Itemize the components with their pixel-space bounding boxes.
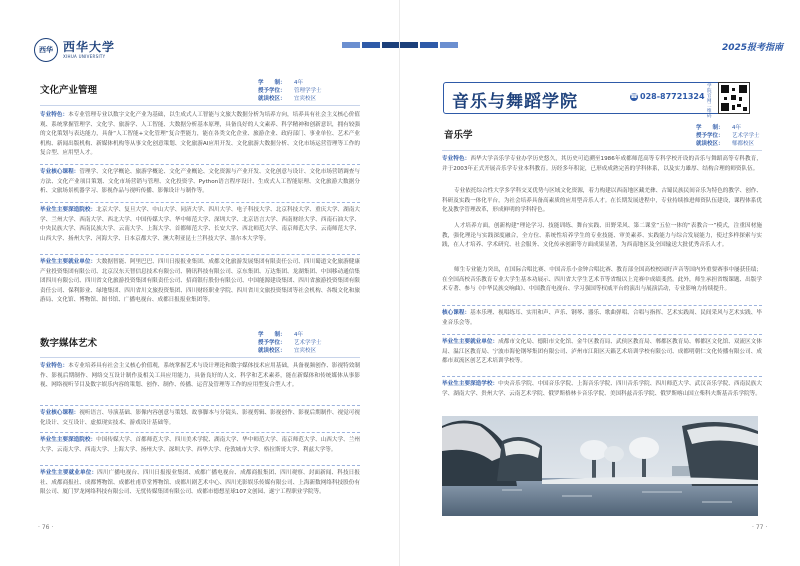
dashed-divider (442, 305, 762, 306)
dashed-divider (40, 164, 360, 165)
employers: 毕业生主要就业单位：四川广播电视台、四川日报报业集团、成都广播电视台、成都商报集团、四川观察、封面新闻、科技日报社、成都商报社、成都博物馆、成都杜甫草堂博物馆、成都川剧艺术中心、四川光影娱乐传媒有限公司、上海新数网络科技股份有限公司、厦门罗龙网络科技有限公司、无忧传媒集团有限公司、成都市德想星球107文创园、遂宁工程职业学院等。 (40, 470, 360, 496)
dashed-divider (442, 334, 762, 335)
college-title: 音乐与舞蹈学院 (452, 92, 578, 112)
college-banner (443, 82, 735, 114)
university-brand (34, 38, 115, 62)
divider (442, 150, 762, 151)
core-courses: 专业核心课程：管理学、文化学概论、旅游学概论、文化产业概论、文化资源与产业开发、文化创意与设计、文化市场营销调查与方法、文化产业项目策划、文化市场营销与管理、文化投资学、Python语言程序设计、生成式人工智能原理、文化旅游大数据分析、文旅场景机器学习、影视作品与视听传播、影像设计与制作等。 (40, 169, 360, 195)
major-meta-musicology: 学 制： 4年 授予学位： 艺术学学士 就读校区： 郫都校区 (696, 125, 760, 147)
university-seal-icon: 西华 (34, 38, 58, 62)
dashed-divider (40, 254, 360, 255)
major-description: 专业特色：本专业培养具有社会主义核心价值观，系统掌握艺术与设计理论和数字媒体技术应用基础，具备视频创作、影视特效制作、影视后期制作、网络交互设计制作及相关工具应用能力，具备良好的人文、科学和艺术素养，能在新媒体和传统媒体从事影视、网络视听节目及数字娱乐内容的策划、创作、制作、传播、运营及管理等工作的应用型复合型人才。 (40, 363, 360, 389)
guide-title: 2025报考指南 (722, 43, 784, 53)
major-detail: 师生专业能力突出，在国际合唱比赛、中国音乐小金钟合唱比赛、教育部全国高校校园好声音等国内外重要赛事中屡获佳绩；在全国高校音乐教育专业大学生基本功展示、四川省大学生艺术节等省级以上竞赛中成绩斐然。此外，师生承担省级课题、出版学术专著、参与《中华民族交响曲》、中国教育电视台、学习强国等权威平台的演出与展演活动，专业影响力持续提升。 (442, 267, 762, 293)
divider (40, 105, 360, 106)
phone-icon: ☎ (630, 92, 638, 100)
dashed-divider (40, 465, 360, 466)
major-title-digital-media-art: 数字媒体艺术 (40, 338, 98, 349)
major-title-musicology: 音乐学 (444, 130, 473, 141)
page-number: · 77 · (752, 524, 768, 531)
divider (40, 357, 360, 358)
dashed-divider (442, 376, 762, 377)
employers: 毕业生主要就业单位：大数据智能、阿里巴巴、四川日报报业集团、成都文化旅游发展集团有限责任公司、四川蜀道文化旅游健康产业投资集团有限公司、北京汉东天智信息技术有限公司、腾讯科技有限公司、京东集团、万达集团、龙湖集团、中国移动通信集团四川有限公司、四川省文化旅游投资集团有限责任公司、招商银行股份有限公司、中国能源建设集团、四川省旅游投资集团有限责任公司、保利影业、绿地集团、四川省川文旅投资集团、四川财经职业学院、四川省川文旅投资集团等社会机构、各级文化和旅游局、文化馆、博物馆、图书馆、广播电视台、成都日报报业集团等。 (40, 259, 360, 304)
university-name-en: XIHUA UNIVERSITY (63, 54, 106, 59)
core-courses: 核心课程：基本乐理、视唱练耳、实用和声、声乐、钢琴、器乐、歌曲弹唱、合唱与指挥、艺术实践周、民间采风与艺术实践、毕业音乐会等。 (442, 310, 762, 326)
dashed-divider (40, 432, 360, 433)
major-title-cultural-industry: 文化产业管理 (40, 85, 98, 96)
qr-code-icon (718, 82, 750, 114)
major-meta-cultural-industry: 学 制： 4年 授予学位： 管理学学士 就读校区： 宜宾校区 (258, 80, 322, 102)
page-number: · 76 · (38, 524, 54, 531)
major-description: 专业特色：本专业管理专业以数字文化产业为基础，以生成式人工智能与文旅大数据分析为培养方向，培养具有社会主义核心价值观、系统掌握管理学、文化学、旅游学、人工智能、大数据分析基本原理，具备良好的人文素养、科学精神和创新意识，拥有较强的文化策划与表达能力，具备“人工智能+文化管理”复合型能力，能在各类文化企业、旅游企业、政府部门、事业单位、艺术产业机构、新闻出版机构、新媒体机构等从事文化创意策划、文化旅游AI应用开发、文化旅游大数据分析、文化市场运营管理等工作的复合型、应用型人才。 (40, 112, 360, 157)
major-detail: 人才培养方面，创新构建“理论学习、技能训练、舞台实践、田野采风、第二课堂”五位一体的“表教合一”模式，注重因材施教，强化理论与实践深度融合，全方位、系统性培养学生的专业技能、审美素养、实践能力与综合发展能力，使过多样探索与实践，在人才培养、学术研究、社会服务、文化传承创新等方面成果显著，为西南地区及全国输送大批优秀音乐人才。 (442, 223, 762, 249)
major-detail: 专业依托综合性大学多学科交叉优势与区域文化资源，着力构建以西南地区藏羌彝、古蜀民族民间音乐为特色的教学、创作、科研及实践一体化平台，为社会培养具备高素质的应用型音乐人才。在长期发展进程中，专业持续推进师资队伍建设，课程体系优化及教学管理改革，形成鲜明的学科特色。 (442, 188, 762, 214)
employers: 毕业生主要就业单位：成都市文化局、德阳市文化馆、金牛区教育局、武侯区教育局、郫都区教育局、郫都区文化馆、双流区文体局、温江区教育局、宁波市海伦钢琴集团有限公司、泸州市江阳区天籁艺术培训学校有限公司、成都明朝仁文化传播有限公司、成都市双流区创艺艺术培训学校等。 (442, 339, 762, 365)
major-description: 专业特色：西华大学音乐学专业办学历史悠久，其历史可追溯至1986年成都师范高等专科学校开设的音乐与舞蹈高等专科教育，并于2003年正式开展音乐学专业本科教育。历经多年积淀，已形成成熟完善的学科体系，以及实力雄厚、结构合理的师资队伍。 (442, 156, 762, 172)
dashed-divider (40, 202, 360, 203)
core-courses: 专业核心课程：视听语言、导演基础、影像内容创意与策划、故事脚本与分镜头、影视剪辑、影视创作、影视后期制作、视觉可视化设计、交互设计、虚拟现实技术、游戏设计基础等。 (40, 410, 360, 426)
header-decoration (400, 42, 458, 48)
graduate-schools: 毕业生主要深造院校：北京大学、复旦大学、中山大学、同济大学、四川大学、电子科技大学、北京科技大学、重庆大学、湖南大学、兰州大学、西南大学、西北大学、中国传媒大学、华中师范大学、深圳大学、北京语言大学、西南财经大学、西南石油大学、中央民族大学、西南民族大学、云南大学、上海大学、首都师范大学、长安大学、西北师范大学、南京师范大学、云南师范大学、山西大学、扬州大学、河海大学、日本京都大学、澳大利亚昆士兰科技大学、墨尔本大学等。 (40, 207, 360, 242)
college-phone: ☎ 028-87721324 (630, 92, 705, 101)
graduate-schools: 毕业生主要深造学校：中央音乐学院、中国音乐学院、上海音乐学院、四川音乐学院、四川师范大学、武汉音乐学院、西南民族大学、湖南大学、贵州大学、云南艺术学院、俄罗斯格林卡音乐学院、美国科兹音乐学院、俄罗斯喀山国立柴科夫斯基音乐学院等。 (442, 381, 762, 397)
graduate-schools: 毕业生主要深造院校：中国传媒大学、首都师范大学、四川美术学院、湖南大学、华中师范大学、南京师范大学、山西大学、兰州大学、云南大学、西南大学、上海大学、扬州大学、深圳大学、西华大学、伦敦城市大学、格拉斯哥大学、利兹大学等。 (40, 437, 360, 453)
campus-snow-photo (442, 416, 758, 516)
dashed-divider (40, 405, 360, 406)
right-page (400, 0, 800, 566)
header-decoration (340, 42, 400, 48)
qr-label: 学院官网二维码 (707, 84, 712, 119)
major-meta-digital-media-art: 学 制： 4年 授予学位： 艺术学学士 就读校区： 宜宾校区 (258, 332, 322, 354)
university-name: 西华大学 (63, 40, 116, 54)
